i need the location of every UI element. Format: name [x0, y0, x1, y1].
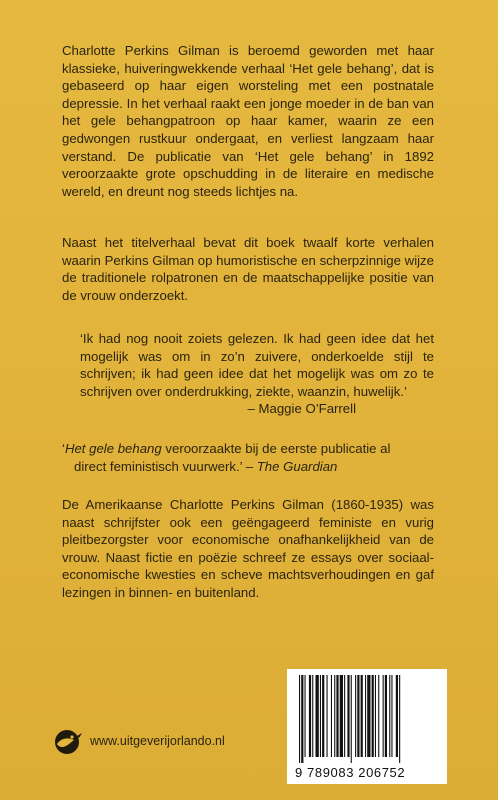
barcode-bar — [331, 675, 332, 757]
barcode-bar — [385, 675, 387, 757]
barcode-bar — [336, 675, 338, 757]
barcode-bar — [396, 675, 398, 757]
review-quote-2-open: ‘ — [62, 441, 65, 456]
isbn-barcode — [287, 669, 447, 784]
barcode-bar — [316, 675, 319, 757]
review-quote-2-source: The Guardian — [256, 458, 338, 474]
barcode-bar — [389, 675, 390, 757]
author-bio-paragraph: De Amerikaanse Charlotte Perkins Gilman (1860-1935) was naast schrijfster ook een geëngageerd feministe en vurig pleitbezorgster voor economische onafhankelijkheid van de vrouw. Naast fictie en poëzie schreef ze essays over sociaal-economische kwesties en scheve machtsverhoudingen en gaf lezingen in binnen- en buitenland. — [62, 497, 434, 600]
blurb-paragraph-1: Charlotte Perkins Gilman is beroemd geworden met haar klassieke, huiveringwekkende verhaal ‘Het gele behang’, dat is gebaseerd op haar eigen worsteling met een postnatale depressie. In het verhaal raakt een jonge moeder in de ban van het gele behangpatroon op haar kamer, waarin ze een gedwongen rustkuur ondergaat, en verliest langzaam haar verstand. De publicatie van ‘Het gele behang’ in 1892 veroorzaakte grote opschudding in de literaire en medische wereld, en dreunt nog steeds lichtjes na. — [62, 43, 434, 199]
blurb-paragraph-2: Naast het titelverhaal bevat dit boek twaalf korte verhalen waarin Perkins Gilman op humoristische en scherpzinnige wijze de traditionele rolpatronen en de maatschappelijke positie van de vrouw onderzoekt. — [62, 235, 434, 303]
review-quote-1-text: ‘Ik had nog nooit zoiets gelezen. Ik had geen idee dat het mogelijk was om in zo’n zuivere, onderkoelde stijl te schrijven; ik had geen idee dat het mogelijk was om zo te schrijven over onderdrukking, ziekte, waanzin, huwelijk.’ — [80, 331, 434, 399]
barcode-bar — [391, 675, 392, 757]
barcode-bar — [365, 675, 366, 757]
review-quote-1-attribution: – Maggie O’Farrell — [247, 401, 356, 417]
barcode-bar — [320, 675, 321, 757]
barcode-bar — [361, 675, 363, 757]
barcode-bar — [355, 675, 356, 757]
barcode-bar — [347, 675, 349, 757]
barcode-bar — [299, 675, 300, 763]
barcode-bar — [309, 675, 311, 757]
review-quote-2 — [62, 440, 434, 475]
barcode-bar — [301, 675, 303, 763]
barcode-bar — [351, 675, 352, 763]
barcode-bar — [305, 675, 306, 757]
publisher-url[interactable]: www.uitgeverijorlando.nl — [90, 734, 225, 748]
review-quote-2-line2-wrap — [62, 458, 434, 476]
review-quote-2-line1: veroorzaakte bij de eerste publicatie al — [161, 441, 391, 456]
barcode-bar — [340, 675, 343, 757]
barcode-bar — [372, 675, 374, 757]
barcode-bar — [327, 675, 328, 757]
review-quote-2-title: Het gele behang — [64, 441, 162, 456]
barcode-bar — [344, 675, 345, 757]
barcode-bar — [357, 675, 359, 757]
publisher-info — [52, 727, 225, 755]
bird-logo-icon — [52, 727, 84, 755]
barcode-bar — [334, 675, 335, 757]
barcode-bar — [383, 675, 384, 757]
isbn-number: 9 789083 206752 — [295, 765, 406, 780]
barcode-bar — [322, 675, 324, 757]
barcode-bar — [375, 675, 376, 757]
review-quote-2-line2: direct feministisch vuurwerk.’ – — [74, 458, 257, 474]
barcode-bars — [295, 675, 443, 763]
barcode-bar — [312, 675, 313, 757]
review-quote-1 — [62, 330, 434, 418]
barcode-bar — [399, 675, 400, 763]
barcode-bar — [367, 675, 370, 757]
barcode-bar — [378, 675, 379, 757]
